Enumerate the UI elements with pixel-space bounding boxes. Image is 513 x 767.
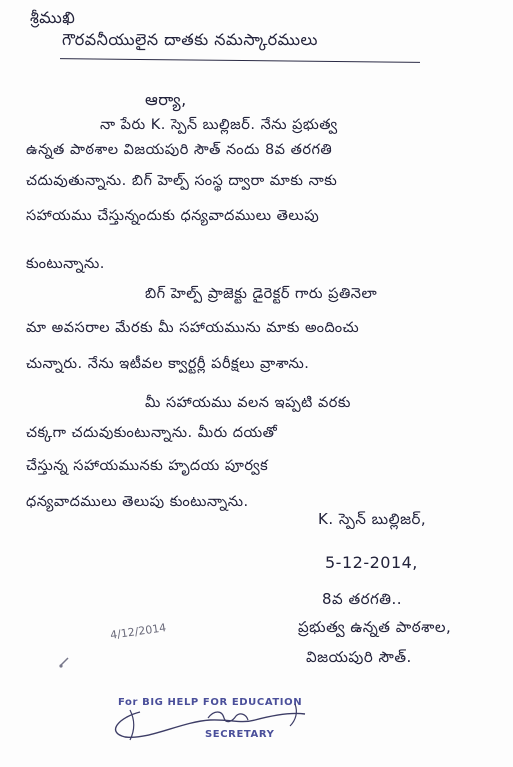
letter-line: మా అవసరాల మేరకు మీ సహాయమును మాకు అందించు <box>26 320 360 336</box>
signature-class: 8వ తరగతి.. <box>322 590 403 608</box>
stamp-role: SECRETARY <box>205 729 275 740</box>
letter-line: ధన్యవాదములు తెలుపు కుంటున్నాను. <box>26 494 249 510</box>
letter-line: మీ సహాయము వలన ఇప్పటి వరకు <box>145 395 351 411</box>
signature-scribble-icon <box>90 692 330 752</box>
letter-line: చదువుతున్నాను. బిగ్ హెల్ప్ సంస్థ ద్వారా మాకు నాకు <box>26 173 338 189</box>
letter-line: సహాయము చేస్తున్నందుకు ధన్యవాదములు తెలుపు <box>26 208 320 224</box>
signature-date: 5-12-2014, <box>325 553 418 572</box>
letter-line: చక్కగా చదువుకుంటున్నాను. మీరు దయతో <box>26 425 278 441</box>
letter-line: నా పేరు K. స్పెన్ బుల్లిజర్. నేను ప్రభుత్వ <box>100 117 338 133</box>
letter-opening: శ్రీముఖి <box>30 8 76 27</box>
signature-place: విజయపురి సౌత్. <box>306 648 412 666</box>
pencil-tick-icon <box>58 652 78 672</box>
letter-line: బిగ్ హెల్ప్ ప్రాజెక్టు డైరెక్టర్ గారు ప్రతినెలా <box>145 286 378 302</box>
handwritten-initials: 4/12/2014 <box>109 621 168 642</box>
signature-school: ప్రభుత్వ ఉన్నత పాఠశాల, <box>298 618 452 636</box>
letter-line: చేస్తున్న సహాయమునకు హృదయ పూర్వక <box>26 458 269 474</box>
title-underline <box>60 58 420 63</box>
signature-name: K. స్పెన్ బుల్లిజర్, <box>318 510 427 528</box>
letter-salutation: ఆర్యా, <box>145 90 187 109</box>
letter-line: చున్నారు. నేను ఇటీవల క్వార్టర్లీ పరీక్షలు వ్రాశాను. <box>26 356 310 372</box>
letter-title: గౌరవనీయులైన దాతకు నమస్కారములు <box>62 30 318 49</box>
stamp-org: For BIG HELP FOR EDUCATION <box>118 697 303 708</box>
letter-line: ఉన్నత పాఠశాల విజయపురి సౌత్ నందు 8వ తరగతి <box>26 142 333 158</box>
letter-line: కుంటున్నాను. <box>26 256 105 272</box>
